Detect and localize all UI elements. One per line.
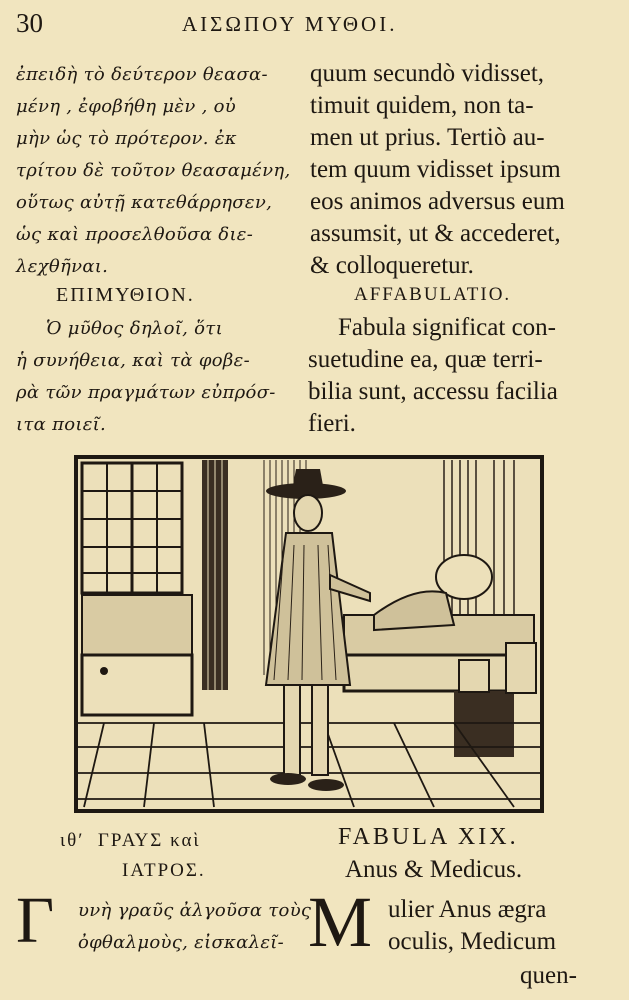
moral-latin-line: Fabula significat con- [338,314,556,341]
moral-greek-line: ρὰ τῶν πραγμάτων εὐπρόσ- [16,382,276,403]
latin-line: timuit quidem, non ta- [310,92,534,119]
moral-latin-line: suetudine ea, quæ terri- [308,346,543,373]
latin-line: men ut prius. Tertiò au- [310,124,545,151]
latin-line: assumsit, ut & accederet, [310,220,561,247]
latin-line: eos animos adversus eum [310,188,565,215]
greek-line: τρίτου δὲ τοῦτον θεασαμένη, [16,160,291,181]
latin-line: tem quum vidisset ipsum [310,156,561,183]
fable-title-greek-line1: ΓΡΑΥΣ καὶ [97,830,201,851]
greek-line: λεχθῆναι. [16,256,109,277]
moral-greek-line: Ὁ μῦθος δηλοῖ, ὅτι [46,318,223,339]
page-number: 30 [16,8,43,38]
fable-title-latin: Anus & Medicus. [345,856,523,883]
greek-line: οὕτως αὐτῇ κατεθάρρησεν, [16,192,273,213]
moral-greek-line: ἡ συνήθεια, καὶ τὰ φοβε- [16,350,250,371]
running-title: ΑΙΣΩΠΟΥ ΜΥΘΟΙ. [182,12,398,36]
latin-line: & colloqueretur. [310,252,474,279]
latin-opening-line: ulier Anus ægra [388,896,547,923]
greek-line: μένη , ἐφοβήθη μὲν , οὐ [16,96,237,117]
moral-greek-line: ιτα ποιεῖ. [16,414,107,435]
greek-line: ἐπειδὴ τὸ δεύτερον θεασα- [16,64,268,85]
fable-number-greek-numeral: ιθʹ [60,830,85,851]
woodcut-illustration [74,455,544,813]
latin-drop-cap: M [308,882,373,962]
moral-latin-line: bilia sunt, accessu facilia [308,378,558,405]
greek-opening-line: υνὴ γραῦς ἀλγοῦσα τοὺς [78,900,312,921]
fable-number-latin: FABULA XIX. [338,824,519,850]
greek-drop-cap: Γ [16,884,55,957]
fable-number-greek [60,830,201,852]
latin-line: quum secundò vidisset, [310,60,545,87]
fable-title-greek-line2: ΙΑΤΡΟΣ. [122,860,206,881]
greek-line: μὴν ὡς τὸ πρότερον. ἐκ [16,128,237,149]
moral-latin-line: fieri. [308,410,356,437]
greek-line: ὡς καὶ προσελθοῦσα διε- [16,224,254,245]
greek-opening-line: ὀφθαλμοὺς, εἰσκαλεῖ- [78,932,285,953]
latin-catchword: quen- [520,962,577,989]
moral-heading-greek: ΕΠΙΜΥΘΙΟΝ. [56,284,195,306]
latin-opening-line: oculis, Medicum [388,928,557,955]
moral-heading-latin: AFFABULATIO. [354,284,512,305]
